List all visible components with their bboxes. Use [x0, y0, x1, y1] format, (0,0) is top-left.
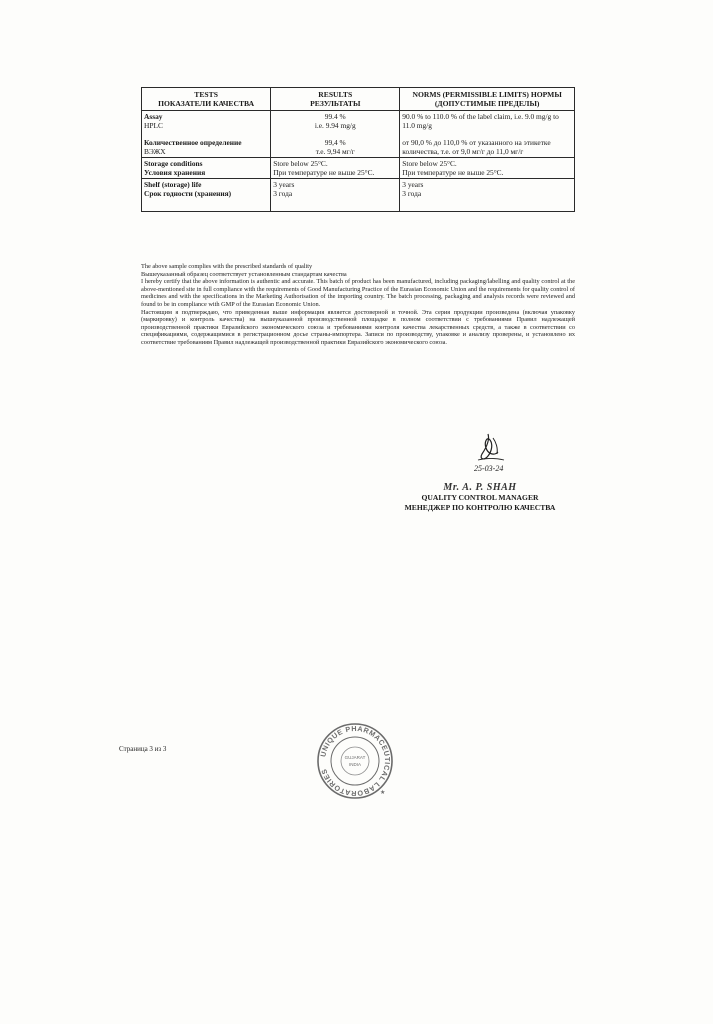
svg-text:★: ★	[380, 789, 386, 796]
storage-norm-cell: Store below 25°C. При температуре не выше 25°C.	[400, 158, 575, 179]
certification-text	[141, 263, 575, 347]
handwritten-signature	[460, 430, 530, 475]
shelf-life-result-cell: 3 years 3 года	[271, 179, 400, 212]
signer-title-en: QUALITY CONTROL MANAGER	[421, 493, 539, 502]
table-header-row	[142, 88, 575, 111]
header-tests: TESTS ПОКАЗАТЕЛИ КАЧЕСТВА	[142, 88, 271, 111]
signer-block	[360, 483, 600, 513]
shelf-life-norm-cell: 3 years 3 года	[400, 179, 575, 212]
table-row-shelf-life	[142, 179, 575, 212]
table-row-storage	[142, 158, 575, 179]
header-norms: NORMS (PERMISSIBLE LIMITS) НОРМЫ (ДОПУСТИМЫЕ ПРЕДЕЛЫ)	[400, 88, 575, 111]
svg-text:GUJARAT: GUJARAT	[344, 755, 366, 760]
results-table	[141, 87, 575, 212]
storage-result-cell: Store below 25°C. При температуре не выше 25°C.	[271, 158, 400, 179]
shelf-life-test-cell: Shelf (storage) life Срок годности (хранения)	[142, 179, 271, 212]
compliance-statement-ru: Вышеуказанный образец соответствует установленным стандартам качества	[141, 270, 347, 278]
signer-name: Mr. A. P. SHAH	[443, 482, 517, 493]
certification-paragraph-ru: Настоящим я подтверждаю, что приведенная выше информация является достоверной и точной. Эта серия продукции произведена (включая упаковку (маркировку) и контроль качества) на вышеуказанной производственной площадке в полном соответствии с требованиями Правил надлежащей производственной практики Евразийского экономического союза и требованиями контроля качества лекарственных средств, а также в соответствии со спецификациями, содержащимися в регистрационном досье страны-импортера. Записи по производству, упаковке и анализу проверены, и установлено их соответствие требованиям Правил надлежащей производственной практики Евразийского экономического союза.	[141, 308, 575, 346]
certification-paragraph-en: I hereby certify that the above information is authentic and accurate. This batch of product has been manufactured, including packaging/labelling and quality control at the above-mentioned site in full compliance with the requirements of Good Manufacturing Practice of the Eurasian Economic Union and the requirements for quality control of medicines and with the specifications in the Marketing Authorisation of the importing country. The batch processing, packaging and analysis records were reviewed and found to be in compliance with GMP of the Eurasian Economic Union.	[141, 278, 575, 308]
header-results: RESULTS РЕЗУЛЬТАТЫ	[271, 88, 400, 111]
storage-test-cell: Storage conditions Условия хранения	[142, 158, 271, 179]
page-number: Страница 3 из 3	[119, 745, 167, 753]
signer-title-ru: МЕНЕДЖЕР ПО КОНТРОЛЮ КАЧЕСТВА	[404, 503, 556, 512]
signature-date: 25-03-24	[474, 464, 504, 473]
assay-result-cell: 99.4 % i.e. 9.94 mg/g 99,4 % т.е. 9,94 мг/г	[271, 111, 400, 158]
company-seal	[316, 722, 394, 800]
svg-text:INDIA: INDIA	[348, 762, 362, 767]
compliance-statement-en: The above sample complies with the prescribed standards of quality	[141, 263, 313, 270]
assay-test-cell: Assay HPLC Количественное определение ВЭЖХ	[142, 111, 271, 158]
svg-text:UNIQUE PHARMACEUTICAL LABORATO: UNIQUE PHARMACEUTICAL LABORATORIES	[318, 723, 393, 799]
table-row-assay	[142, 111, 575, 158]
assay-norm-cell: 90.0 % to 110.0 % of the label claim, i.e. 9.0 mg/g to 11.0 mg/g от 90,0 % до 110,0 % от указанного на этикетке количества, т.е. от 9,0 мг/г до 11,0 мг/г	[400, 111, 575, 158]
